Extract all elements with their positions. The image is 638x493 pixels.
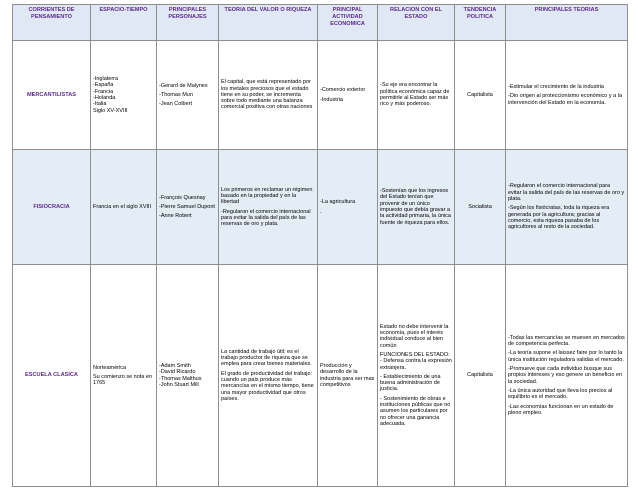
text-paragraph: -Su eje era encontrar la política económica capaz de permitirle al Estado ser más rico y más poderoso.	[380, 82, 450, 108]
cell-teorias	[506, 41, 628, 150]
text-line: -Inglaterra	[93, 76, 119, 83]
text-line: -Thomas Malthus	[159, 375, 202, 382]
row-name: MERCANTILISTAS	[13, 41, 91, 150]
header-corrientes: CORRIENTES DE PENSAMIENTO	[13, 5, 91, 41]
cell-actividad	[318, 150, 378, 265]
text-line: -Holanda	[93, 95, 116, 101]
text-paragraph: Producción y desarrollo de la industria para ser mas competitivos	[320, 362, 375, 388]
header-actividad: PRINCIPAL ACTIVIDAD ECONOMICA	[318, 5, 378, 41]
cell-espacio-tiempo	[91, 41, 157, 150]
cell-tendencia: Capitalista	[455, 265, 506, 487]
text-line: Su comienzo se nota en 1765	[93, 373, 153, 387]
text-paragraph: -La única autoridad que lleva los precios al equilibrio es el mercado.	[508, 387, 613, 401]
text-line: .	[320, 208, 322, 215]
header-personajes: PRINCIPALES PERSONAJES	[157, 5, 219, 41]
text-line: -España	[93, 82, 114, 89]
text-line: -John Stuart Mill	[159, 381, 199, 388]
text-paragraph: - Defensa contra la expresión extranjera.	[380, 358, 452, 371]
text-line: -Thomas Mun	[159, 91, 193, 98]
text-paragraph: -Según los fisiócratas, toda la riqueza era generada por la agricultura; gracias al comercio, esta riqueza pasaba de los agricultores al resto de la sociedad.	[508, 205, 610, 231]
cell-teoria-valor	[219, 265, 318, 487]
text-line: -Italia	[93, 101, 107, 108]
text-line: -Pierre Samuel Dupont	[159, 203, 215, 210]
text-paragraph: -Promueve que cada individuo busque sus propios intereses y eso genere un beneficio en la sociedad.	[508, 366, 623, 385]
text-paragraph: -Las economías funcionan en un estado de pleno empleo.	[508, 403, 614, 416]
text-line: -Anne Robert	[159, 213, 192, 220]
text-line: -François Quesnay	[159, 194, 206, 201]
cell-espacio-tiempo	[91, 265, 157, 487]
cell-estado	[378, 150, 455, 265]
cell-actividad	[318, 41, 378, 150]
text-line: Francia en el siglo XVIII	[93, 203, 152, 210]
text-paragraph: -Regularon el comercio internacional para evitar la salida del país de las reservas de oro y plata.	[221, 208, 311, 228]
text-paragraph: -Todas las mercancías se mueven en mercados de competencia perfecta.	[508, 334, 625, 348]
text-paragraph: Los primeros en reclamar un régimen basado en la propiedad y en la libertad	[221, 186, 313, 206]
header-row	[13, 5, 628, 41]
row-name: ESCUELA CLASICA	[13, 265, 91, 487]
text-line: -Francia	[93, 88, 114, 95]
text-paragraph: El capital, que está representado por los metales preciosos que el estado tiene en su poder, se incrementa sobre todo mediante una balanza comercial positiva con otras naciones	[221, 79, 313, 111]
header-teoria-valor: TEORIA DEL VALOR O RIQUEZA	[219, 5, 318, 41]
text-line: -David Ricardo	[159, 369, 196, 376]
text-line: -Jean Colbert	[159, 101, 193, 108]
cell-teoria-valor	[219, 41, 318, 150]
row-name: FISIOCRACIA	[13, 150, 91, 265]
cell-personajes	[157, 41, 219, 150]
text-line: -Comercio exterior	[320, 87, 366, 94]
cell-espacio-tiempo	[91, 150, 157, 265]
row-mercantilistas	[13, 41, 628, 150]
header-teorias: PRINCIPALES TEORIAS	[506, 5, 628, 41]
cell-teoria-valor	[219, 150, 318, 265]
text-paragraph: La cantidad de trabajo útil: es el trabajo productor de riqueza que se emplea para crear bienes materiales.	[221, 348, 312, 368]
header-espacio-tiempo: ESPACIO-TIEMPO	[91, 5, 157, 41]
text-paragraph: Estado no debe intervenir la economía, pues el interés individual conduce al bien común	[380, 323, 449, 349]
cell-personajes	[157, 150, 219, 265]
header-estado: RELACION CON EL ESTADO	[378, 5, 455, 41]
text-line: -La agricultura	[320, 199, 356, 206]
cell-teorias	[506, 265, 628, 487]
header-tendencia: TENDENCIA POLITICA	[455, 5, 506, 41]
row-escuela-clasica	[13, 265, 628, 487]
text-line: -Gerard de Malynes	[159, 82, 208, 89]
cell-estado	[378, 41, 455, 150]
economic-thought-comparison-document	[12, 4, 627, 487]
text-line: FUNCIONES DEL ESTADO:	[380, 351, 450, 358]
cell-tendencia: Capitalista	[455, 41, 506, 150]
cell-tendencia: Socialista	[455, 150, 506, 265]
text-paragraph: -Sostenían que los ingresos del Estado tenían que provenir de un único impuesto que debía gravar a la actividad primaria, la única fuente de riqueza para ellos.	[380, 188, 451, 226]
text-paragraph: - Sostenimiento de obras e instituciones públicas que no asumen los particulares por no ofrecer una ganancia adecuada.	[380, 395, 451, 427]
text-paragraph: El grado de productividad del trabajo: cuando un país produce más mercancías en el mismo tiempo, tiene una mayor productividad que otros países.	[221, 370, 314, 402]
text-paragraph: -Regularon el comercio internacional para evitar la salida del país de las reservas de oro y plata.	[508, 183, 625, 203]
row-fisiocracia	[13, 150, 628, 265]
text-line: -Industria	[320, 96, 343, 103]
comparison-table	[12, 4, 628, 487]
cell-estado	[378, 265, 455, 487]
cell-teorias	[506, 150, 628, 265]
text-paragraph: -La teoría supone el laissez faire por lo tanto la única institución reguladora validas el mercado.	[508, 350, 624, 363]
text-paragraph: -Dio origen al proteccionismo económico y a la intervención del Estado en la economía.	[508, 93, 623, 106]
cell-personajes	[157, 265, 219, 487]
text-line: Siglo XV-XVIII	[93, 107, 128, 114]
cell-actividad	[318, 265, 378, 487]
text-line: Norteamérica	[93, 364, 127, 371]
text-paragraph: - Establecimiento de una buena administración de justicia.	[380, 373, 441, 393]
text-line: -Adam Smith	[159, 362, 191, 369]
text-paragraph: -Estimular el crecimiento de la industria	[508, 84, 604, 91]
